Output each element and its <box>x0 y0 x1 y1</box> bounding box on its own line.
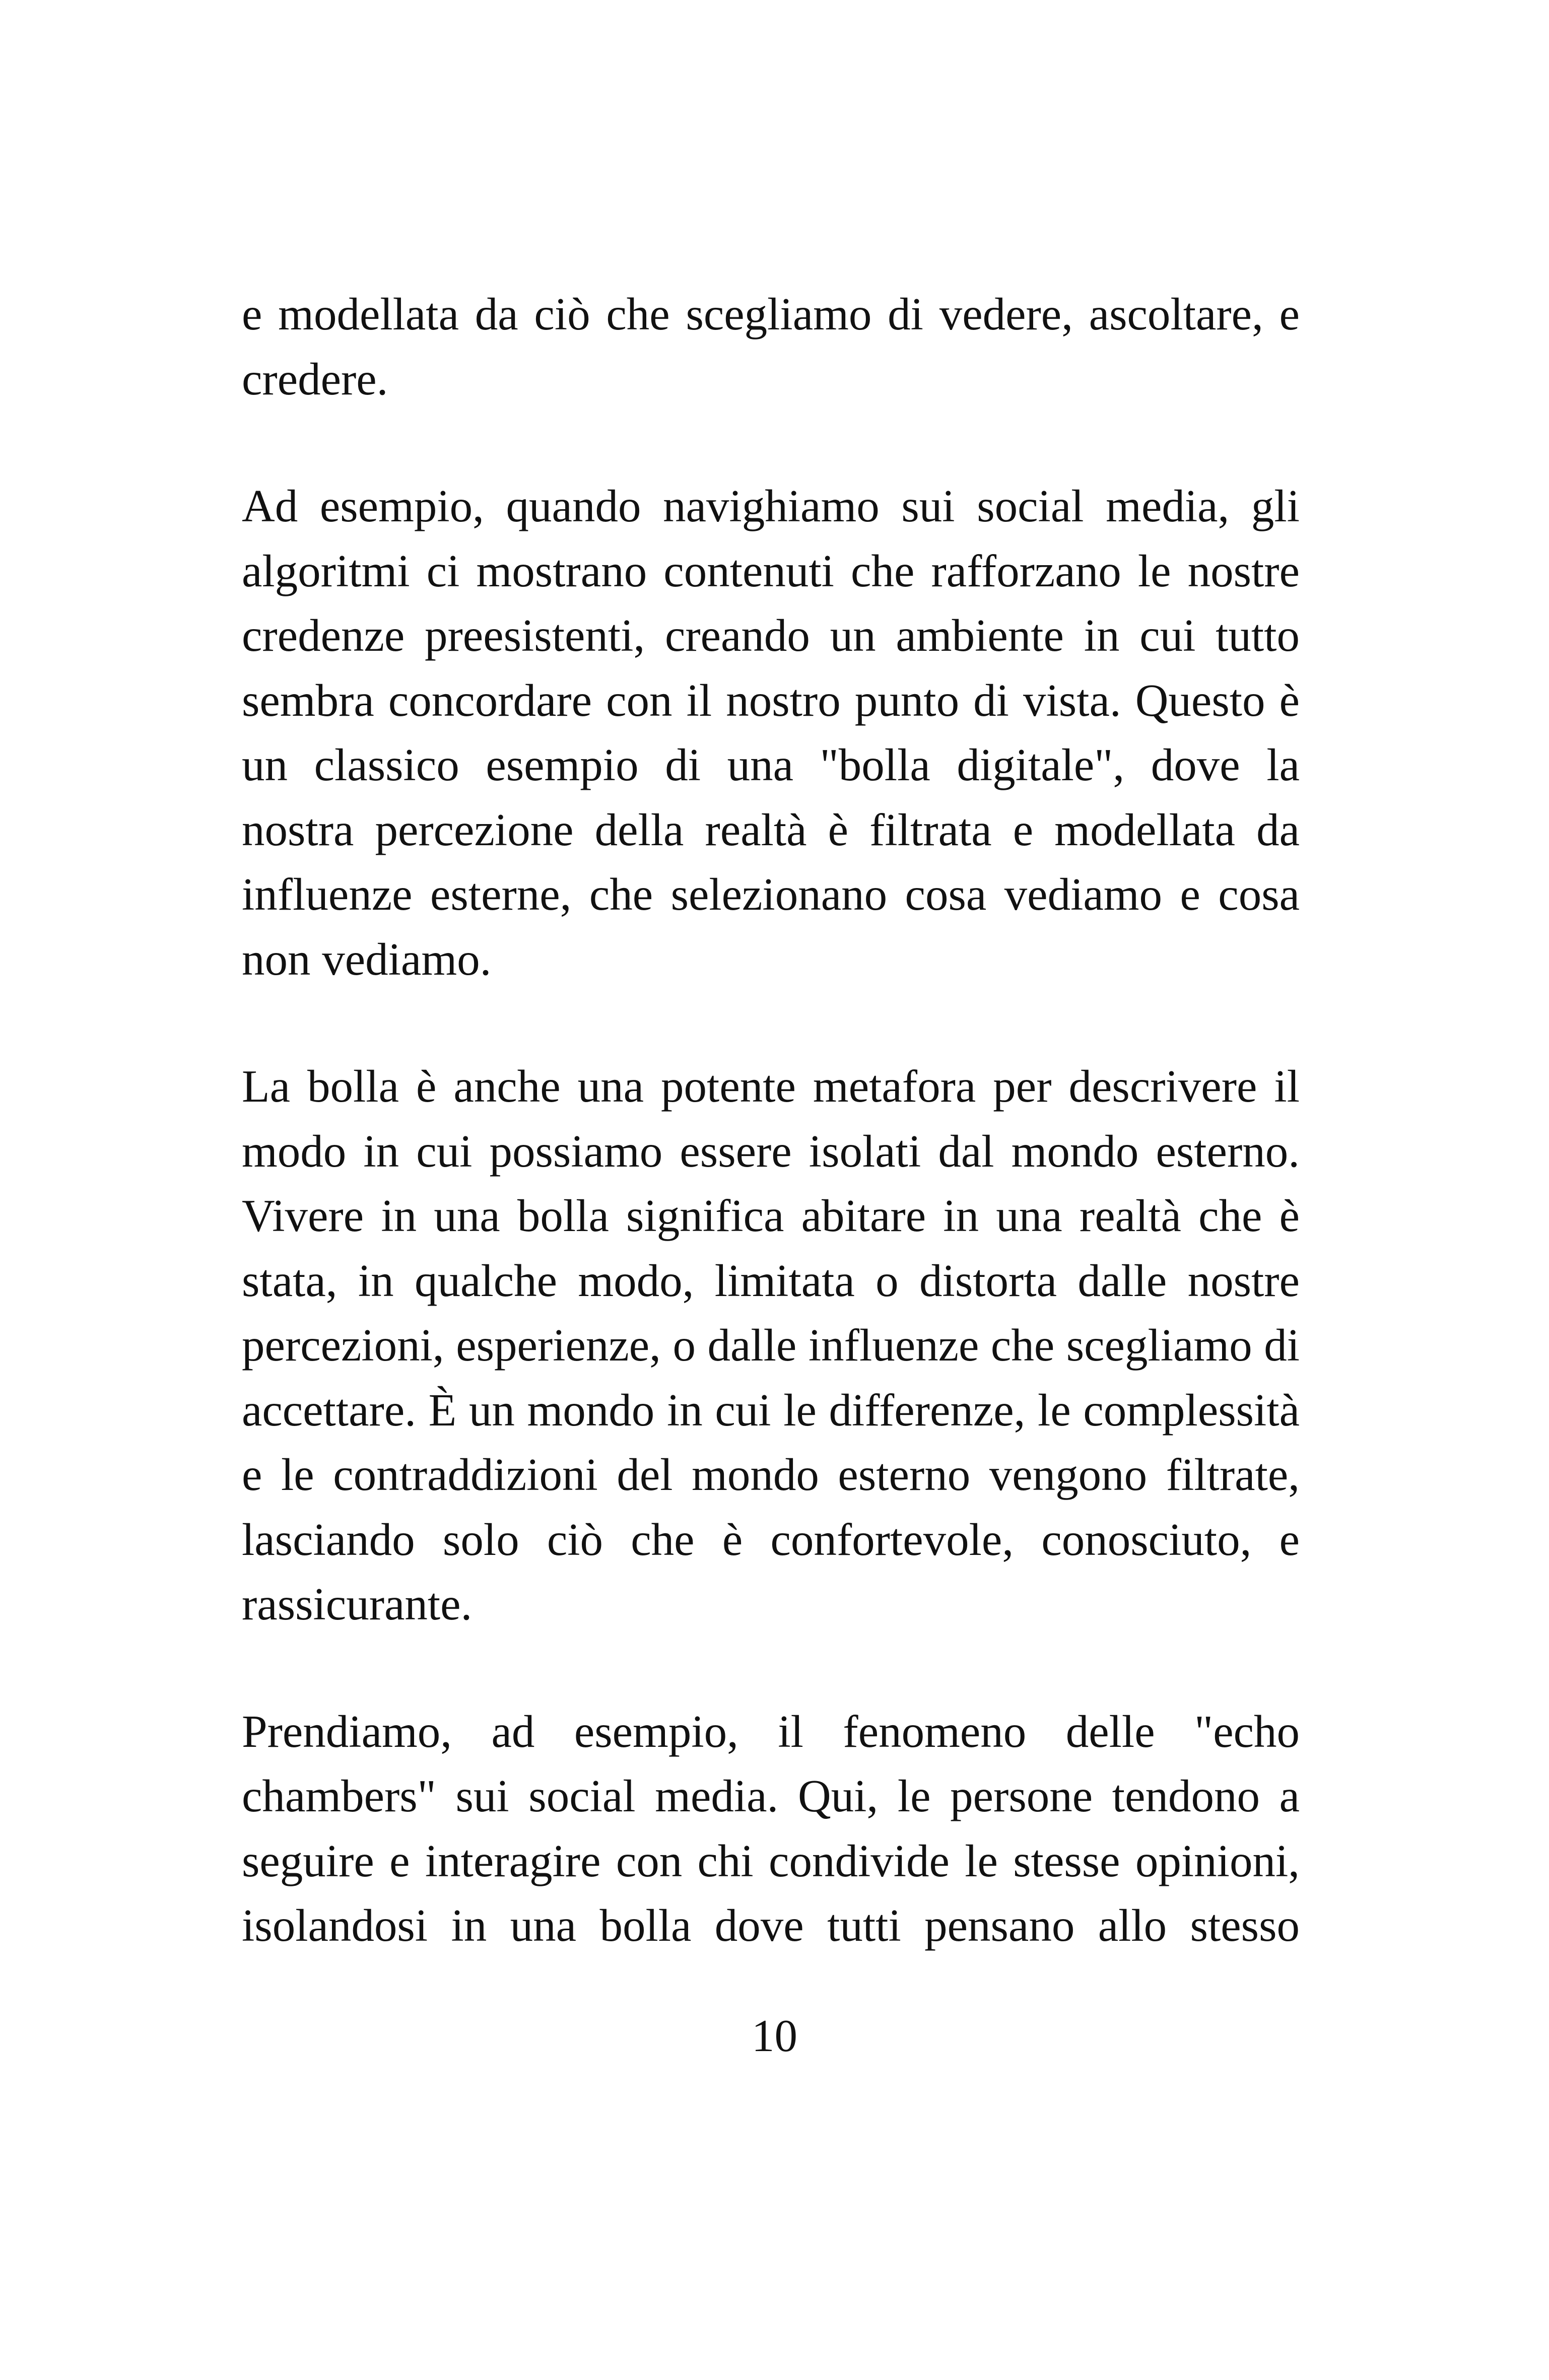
paragraph: e modellata da ciò che scegliamo di vedere, ascoltare, e credere. <box>242 289 1300 404</box>
paragraph: La bolla è anche una potente metafora per descrivere il modo in cui possiamo essere isolati dal mondo esterno. Vivere in una bolla significa abitare in una realtà che è stata, in qualche modo, limitata o distorta dalle nostre percezioni, esperienze, o dalle influenze che scegliamo di accettare. È un mondo in cui le differenze, le complessità e le contraddizioni del mondo esterno vengono filtrate, lasciando solo ciò che è confortevole, conosciuto, e rassicurante. <box>242 1061 1300 1629</box>
paragraph: Ad esempio, quando navighiamo sui social media, gli algoritmi ci mostrano contenuti che rafforzano le nostre credenze preesistenti, creando un ambiente in cui tutto sembra concordare con il nostro punto di vista. Questo è un classico esempio di una "bolla digitale", dove la nostra percezione della realtà è filtrata e modellata da influenze esterne, che selezionano cosa vediamo e cosa non vediamo. <box>242 481 1300 985</box>
body-text <box>242 282 1300 2021</box>
page-number: 10 <box>752 2010 797 2061</box>
paragraph: Prendiamo, ad esempio, il fenomeno delle "echo chambers" sui social media. Qui, le persone tendono a seguire e interagire con chi condivide le stesse opinioni, isolandosi in una bolla dove tutti pensano allo stesso <box>242 1706 1300 1951</box>
